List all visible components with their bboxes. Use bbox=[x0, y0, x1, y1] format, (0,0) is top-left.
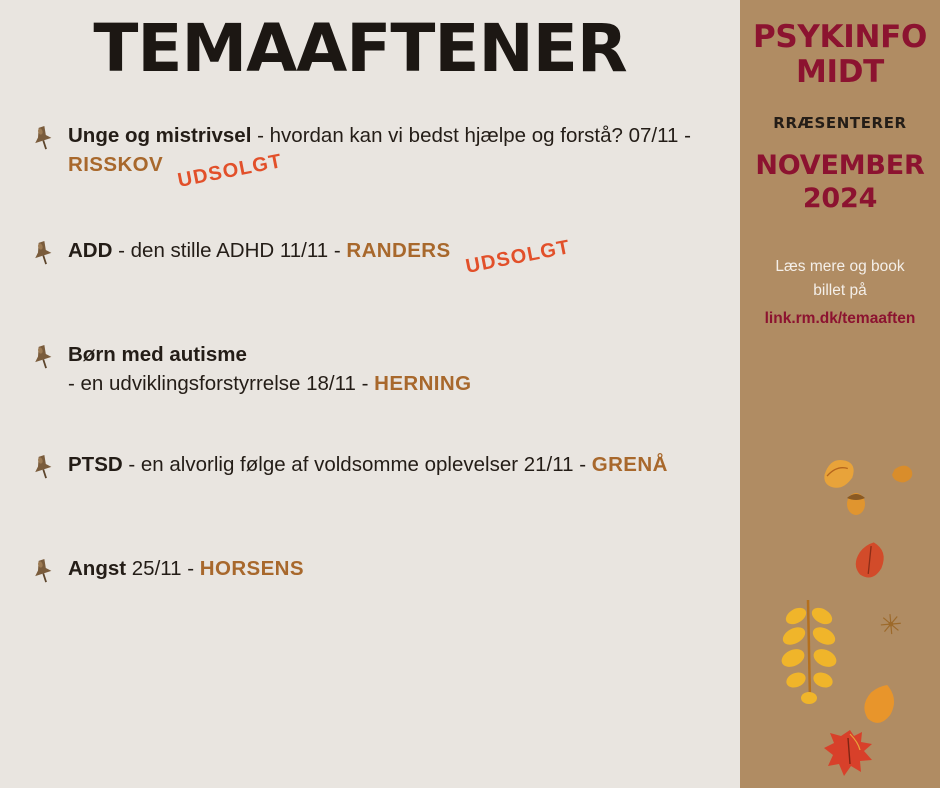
month-label: NOVEMBER bbox=[755, 150, 925, 182]
pushpin-icon bbox=[28, 342, 58, 372]
list-item[interactable] bbox=[28, 450, 740, 502]
event-city: HERNING bbox=[374, 371, 472, 395]
event-city: GRENÅ bbox=[591, 453, 668, 477]
leaf-icon bbox=[860, 680, 899, 726]
page-title: TEMAAFTENER bbox=[93, 10, 627, 87]
list-item[interactable] bbox=[28, 236, 740, 288]
event-title: Angst bbox=[68, 557, 127, 581]
list-item[interactable] bbox=[28, 121, 740, 193]
event-title: PTSD bbox=[68, 453, 123, 477]
event-city: RISSKOV bbox=[68, 153, 164, 177]
brand-line-1: PSYKINFO bbox=[752, 19, 928, 55]
acorn-icon bbox=[847, 493, 865, 515]
list-item-text bbox=[68, 450, 740, 479]
list-item-text bbox=[68, 340, 740, 398]
booking-line-1: Læs mere og book bbox=[775, 258, 905, 276]
event-list bbox=[0, 121, 740, 606]
poster-sidebar bbox=[740, 0, 940, 788]
pushpin-icon bbox=[28, 452, 58, 482]
event-description: - en alvorlig følge af voldsomme oplevelser 21/11 - bbox=[122, 453, 592, 477]
pushpin-icon bbox=[28, 123, 58, 153]
event-title: Børn med autisme bbox=[68, 342, 247, 366]
status-badge: UDSOLGT bbox=[463, 235, 572, 278]
status-badge: UDSOLGT bbox=[175, 150, 285, 193]
booking-info bbox=[740, 255, 940, 331]
leaf-icon bbox=[880, 613, 902, 635]
leaf-icon bbox=[779, 600, 840, 704]
presents-label: RRÆSENTERER bbox=[773, 114, 907, 133]
year-label: 2024 bbox=[802, 182, 878, 214]
event-city: RANDERS bbox=[346, 238, 451, 262]
booking-link[interactable]: link.rm.dk/temaaften bbox=[764, 310, 916, 328]
event-description: - en udviklingsforstyrrelse 18/11 - bbox=[68, 371, 375, 395]
autumn-leaves-decoration bbox=[740, 440, 940, 788]
pushpin-icon bbox=[28, 238, 58, 268]
list-item-text bbox=[68, 121, 740, 193]
pushpin-icon bbox=[28, 556, 58, 586]
event-description: 25/11 - bbox=[126, 557, 200, 581]
event-city: HORSENS bbox=[199, 557, 304, 581]
list-item-text bbox=[68, 235, 740, 278]
brand-name bbox=[740, 20, 940, 89]
event-description: - hvordan kan vi bedst hjælpe og forstå? 07/11 - bbox=[251, 124, 691, 148]
list-item-text bbox=[68, 554, 740, 583]
event-title: ADD bbox=[68, 238, 113, 262]
booking-line-2: billet på bbox=[813, 282, 867, 300]
leaf-icon bbox=[824, 730, 872, 776]
leaf-icon bbox=[854, 540, 887, 580]
leaf-icon bbox=[821, 457, 858, 491]
event-description: - den stille ADHD 11/11 - bbox=[112, 238, 347, 262]
event-title: Unge og mistrivsel bbox=[68, 124, 252, 148]
brand-line-2: MIDT bbox=[795, 53, 885, 90]
list-item[interactable] bbox=[28, 340, 740, 398]
leaf-icon bbox=[891, 462, 915, 486]
list-item[interactable] bbox=[28, 554, 740, 606]
